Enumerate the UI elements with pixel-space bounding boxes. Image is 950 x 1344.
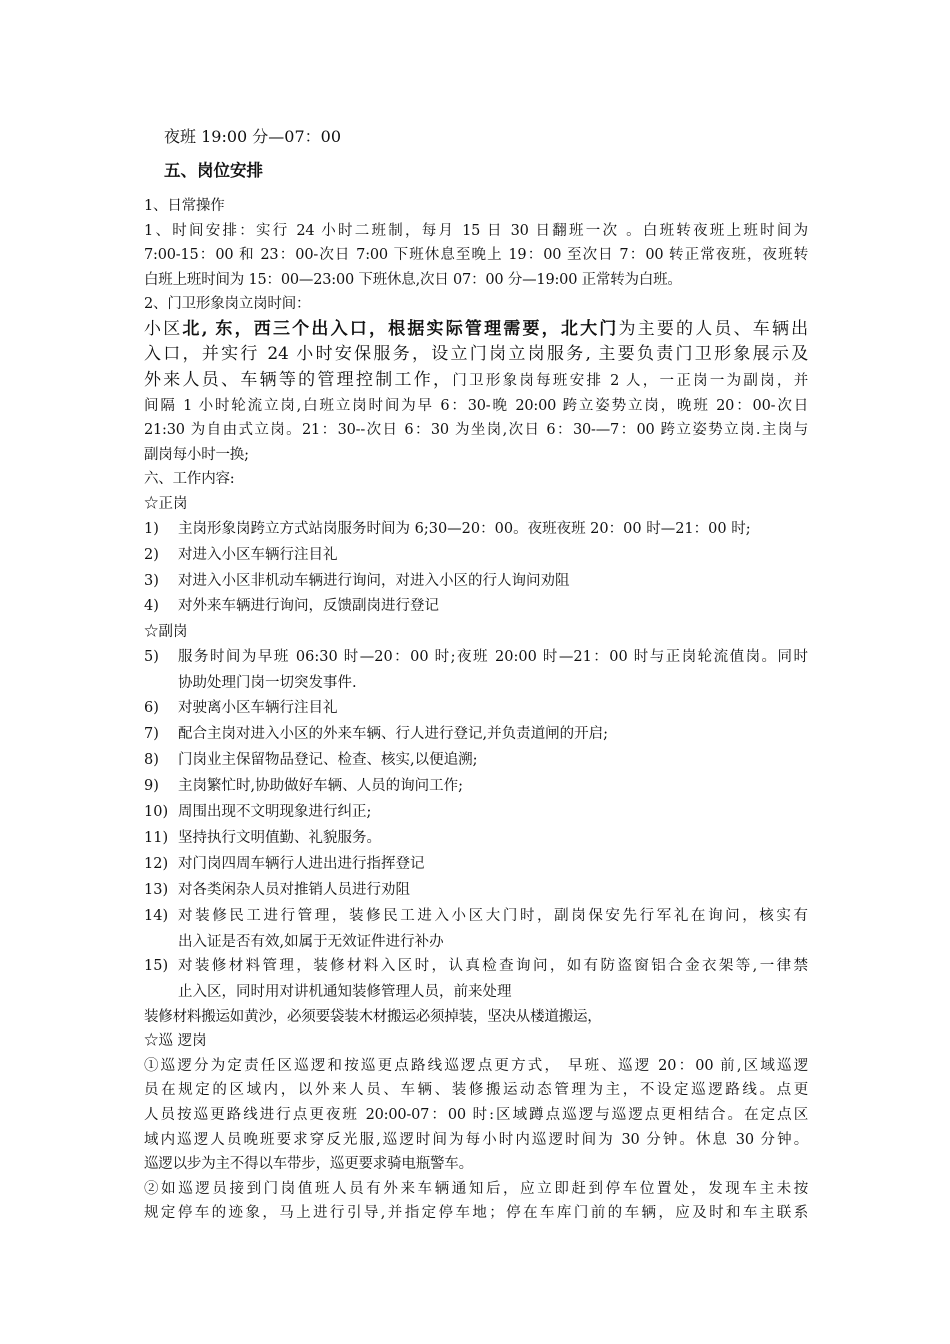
item-number: 14): [144, 907, 169, 924]
item-continuation: 出入证是否有效,如属于无效证件进行补办: [178, 933, 444, 950]
list-item: [144, 954, 808, 979]
item-number: 11): [144, 829, 169, 846]
paragraph-line: 域内巡逻人员晚班要求穿反光服,巡逻时间为每小时内巡逻时间为 30 分钟。休息 30 分钟。: [144, 1131, 808, 1148]
item-text: 对装修民工进行管理，装修民工进入小区大门时，副岗保安先行军礼在询问，核实有: [178, 907, 808, 924]
list-item: [144, 852, 808, 877]
section-5-title: 五、岗位安排: [164, 161, 263, 180]
paragraph-line: 7:00-15：00 和 23：00-次日 7:00 下班休息至晚上 19：00 至次日 7：00 转正常夜班，夜班转: [144, 247, 808, 264]
list-item: [144, 696, 808, 721]
item-text: 服务时间为早班 06:30 时—20：00 时;夜班 20:00 时—21：00 时与正岗轮流值岗。同时: [178, 649, 808, 666]
list-item: [144, 569, 808, 594]
paragraph-line: 员在规定的区域内，以外来人员、车辆、装修搬运动态管理为主，不设定巡逻路线。点更: [144, 1082, 808, 1099]
list-item: [144, 878, 808, 903]
paragraph-line: 21:30 为自由式立岗。21：30--次日 6：30 为坐岗,次日 6：30-—7：00 跨立姿势立岗.主岗与: [144, 422, 808, 439]
main-post-heading: ☆正岗: [144, 495, 188, 512]
item-text: 对驶离小区车辆行注目礼: [178, 699, 338, 716]
list-item: [144, 826, 808, 851]
list-item: [144, 748, 808, 773]
item-text: 对装修材料管理，装修材料入区时，认真检查询问，如有防盗窗铝合金衣架等,一律禁: [178, 958, 808, 975]
item-text: 主岗繁忙时,协助做好车辆、人员的询问工作;: [178, 777, 463, 794]
paragraph-line: 人员按巡更路线进行点更夜班 20:00-07：00 时:区域蹲点巡逻与巡逻点更相结合。在定点区: [144, 1107, 808, 1124]
material-note: 装修材料搬运如黄沙，必须要袋装木材搬运必须掉装，坚决从楼道搬运，: [144, 1008, 602, 1025]
item-number: 5): [144, 649, 159, 666]
item-text: 周围出现不文明现象进行纠正;: [178, 803, 372, 820]
paragraph-line: 1、时间安排：实行 24 小时二班制，每月 15 日 30 日翻班一次 。白班转夜班上班时间为: [144, 222, 808, 239]
patrol-paragraph-2: [144, 1177, 808, 1226]
list-item: [144, 722, 808, 747]
paragraph-line: [144, 368, 808, 394]
deputy-post-list: [144, 645, 808, 1005]
main-post-list: [144, 517, 808, 620]
document-body: [144, 122, 808, 1226]
item-number: 1): [144, 520, 159, 537]
list-item: [144, 543, 808, 568]
item-number: 4): [144, 598, 159, 615]
patrol-post-heading: ☆巡 逻岗: [144, 1033, 207, 1050]
paragraph-line: [144, 317, 808, 343]
list-item: [144, 904, 808, 929]
text-run: 为主要的人员、车辆出: [618, 318, 808, 339]
item-number: 10): [144, 803, 169, 820]
item-continuation: 止入区，同时用对讲机通知装修管理人员，前来处理: [178, 984, 512, 1001]
item-text: 对进入小区车辆行注目礼: [178, 546, 338, 563]
night-shift-line: 夜班 19:00 分—07：00: [164, 127, 342, 146]
paragraph-line: 间隔 1 小时轮流立岗,白班立岗时间为早 6：30-晚 20:00 跨立姿势立岗，晚班 20：00-次日: [144, 397, 808, 414]
guard-post-paragraph: [144, 317, 808, 467]
list-item: [144, 594, 808, 619]
item-text: 门岗业主保留物品登记、检查、核实,以便追溯;: [178, 751, 478, 768]
paragraph-line: 副岗每小时一换;: [144, 446, 249, 463]
list-item: [144, 517, 808, 542]
item-text: 对进入小区非机动车辆进行询问，对进入小区的行人询问劝阻: [178, 572, 570, 589]
list-item: [144, 645, 808, 670]
item-number: 9): [144, 777, 159, 794]
item-number: 8): [144, 751, 159, 768]
item-text: 对各类闲杂人员对推销人员进行劝阻: [178, 881, 410, 898]
item-text: 对外来车辆进行询问，反馈副岗进行登记: [178, 598, 439, 615]
patrol-paragraph-1: [144, 1054, 808, 1177]
item-number: 6): [144, 699, 159, 716]
item-text: 主岗形象岗跨立方式站岗服务时间为 6;30—20：00。夜班夜班 20：00 时—21：00 时;: [178, 520, 751, 537]
guard-post-heading: 2、门卫形象岗立岗时间：: [144, 296, 311, 313]
daily-ops-heading: 1、日常操作: [144, 198, 225, 214]
text-run: 外来人员、车辆等的管理控制工作，: [144, 369, 453, 390]
paragraph-line: 入口，并实行 24 小时安保服务，设立门岗立岗服务, 主要负责门卫形象展示及: [144, 344, 808, 365]
item-text: 对门岗四周车辆行人进出进行指挥登记: [178, 855, 425, 872]
text-run: 小区: [144, 318, 183, 339]
list-item: [144, 800, 808, 825]
item-continuation: 协助处理门岗一切突发事件.: [178, 675, 357, 692]
item-number: 7): [144, 725, 159, 742]
paragraph-line: 白班上班时间为 15：00—23:00 下班休息,次日 07：00 分—19:00 正常转为白班。: [144, 271, 682, 288]
paragraph-line: ①巡逻分为定责任区巡逻和按巡更点路线巡逻点更方式， 早班、巡逻 20：00 前,区域巡逻: [144, 1057, 808, 1074]
item-text: 坚持执行文明值勤、礼貌服务。: [178, 829, 381, 846]
item-number: 13): [144, 881, 169, 898]
item-text: 配合主岗对进入小区的外来车辆、行人进行登记,并负责道闸的开启;: [178, 725, 608, 742]
item-number: 3): [144, 572, 159, 589]
paragraph-line: 规定停车的迹象，马上进行引导,并指定停车地；停在车库门前的车辆，应及时和车主联系: [144, 1205, 808, 1222]
paragraph-line: 巡逻以步为主不得以车带步，巡更要求骑电瓶警车。: [144, 1156, 473, 1173]
list-item: [144, 774, 808, 799]
item-number: 2): [144, 546, 159, 563]
paragraph-line: ②如巡逻员接到门岗值班人员有外来车辆通知后，应立即赶到停车位置处，发现车主未按: [144, 1180, 808, 1197]
section-6-title: 六、工作内容:: [144, 471, 235, 488]
text-run: 门卫形象岗每班安排 2 人，一正岗一为副岗，并: [452, 372, 808, 389]
item-number: 12): [144, 855, 169, 872]
time-arrangement-paragraph: [144, 219, 808, 293]
deputy-post-heading: ☆副岗: [144, 624, 188, 641]
item-number: 15): [144, 958, 169, 975]
bold-text-run: 北, 东，西三个出入口，根据实际管理需要，北大门: [182, 318, 619, 339]
